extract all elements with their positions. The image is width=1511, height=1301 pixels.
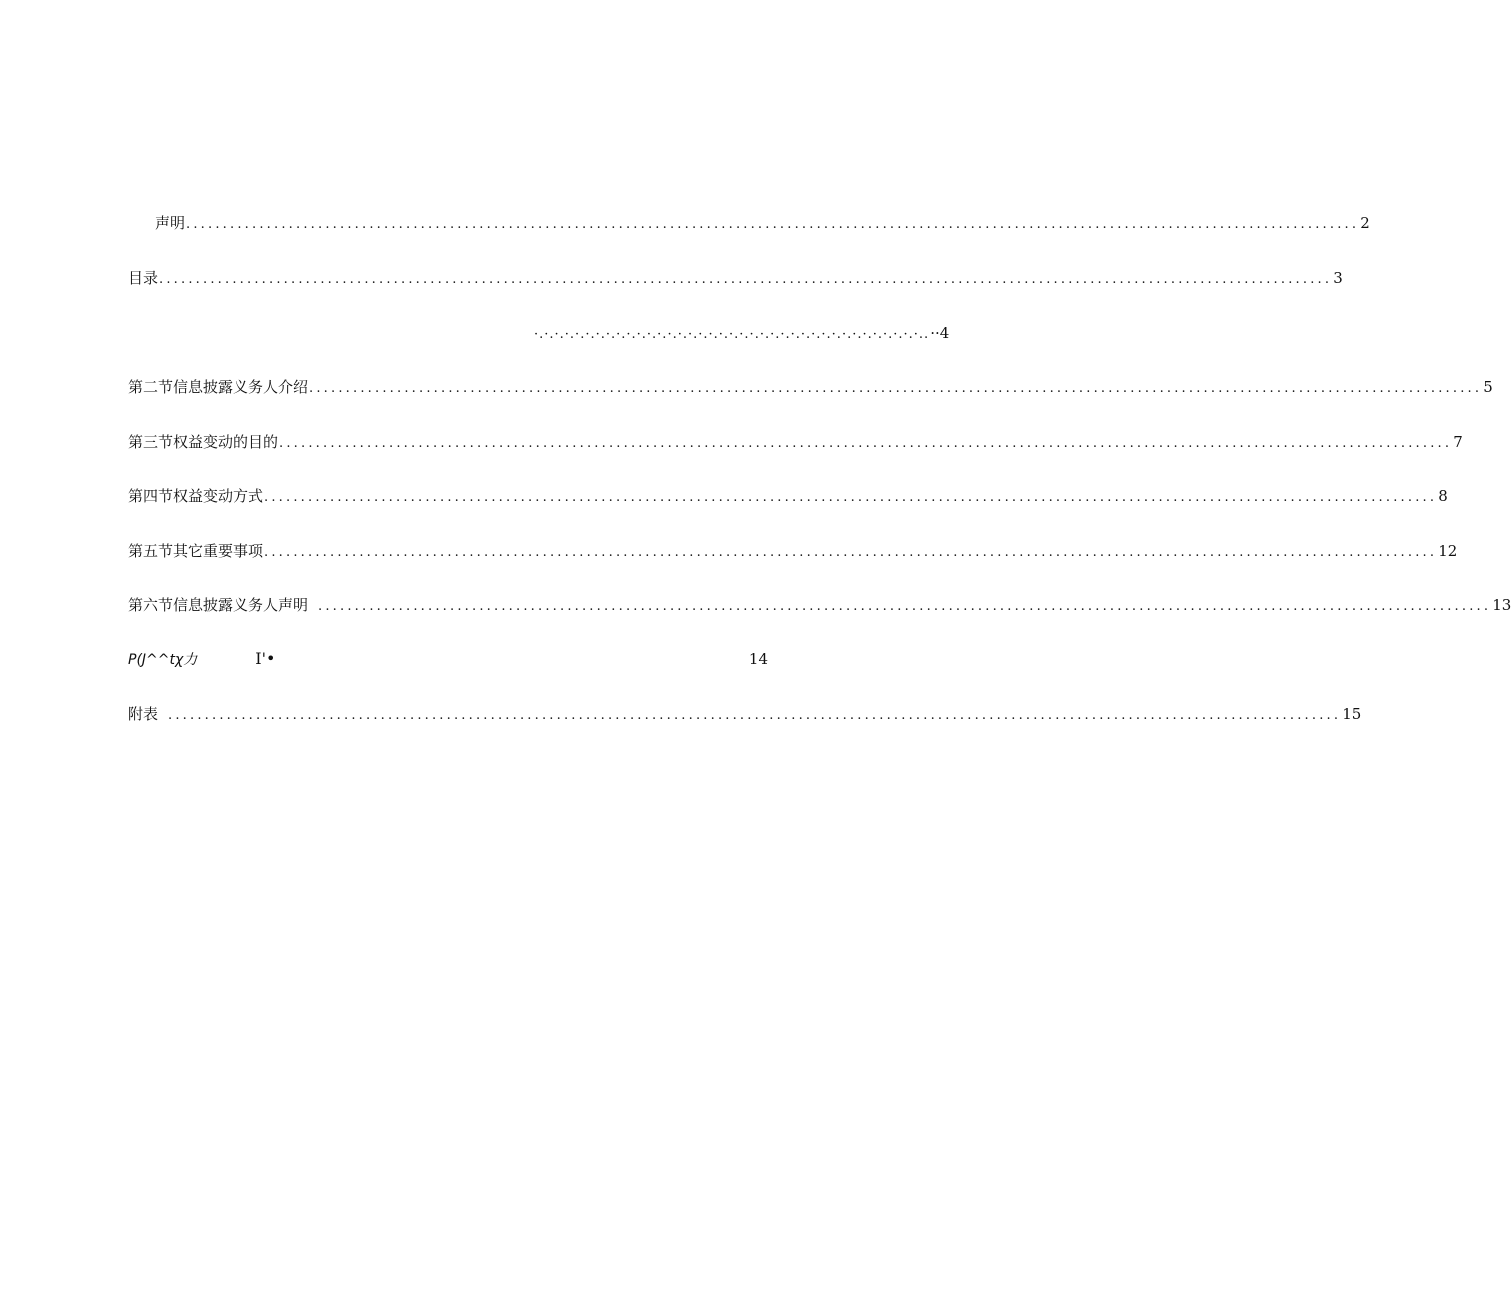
toc-entry-title: 第二节信息披露义务人介绍: [128, 378, 309, 396]
toc-entry-page: 2: [1360, 214, 1370, 232]
toc-entry-page: 15: [1342, 705, 1362, 723]
toc-entry-title: 声明: [155, 214, 186, 232]
toc-entry-page: 8: [1438, 487, 1448, 505]
toc-entry-appendix[interactable]: [128, 702, 1362, 726]
toc-leader-dots: ................................................................................................................................................................: [186, 217, 1360, 232]
toc-entry-section-three[interactable]: [128, 430, 1463, 454]
toc-entry-page: ··4: [930, 324, 950, 342]
toc-entry-mark: I'•: [255, 649, 276, 668]
toc-leader-dots: ................................................................................................................................................................: [279, 436, 1453, 451]
toc-leader-dots: ................................................................................................................................................................: [264, 490, 1438, 505]
toc-entry-page: 12: [1438, 542, 1458, 560]
toc-entry-page: 14: [748, 650, 768, 668]
toc-entry-section-four[interactable]: [128, 484, 1448, 508]
toc-entry-title: P(J^^tχ力: [128, 652, 198, 668]
toc-entry-section-one[interactable]: [533, 321, 950, 345]
toc-leader-dots: ................................................................................................................................................................: [159, 272, 1333, 287]
toc-entry-title: 目录: [128, 269, 159, 287]
toc-entry-title: 附表: [128, 705, 159, 723]
toc-entry-section-two[interactable]: [128, 375, 1493, 399]
toc-entry-page: 7: [1453, 433, 1463, 451]
toc-entry-contents[interactable]: [128, 266, 1343, 290]
toc-entry-section-six[interactable]: [128, 593, 1511, 617]
toc-entry-section-five[interactable]: [128, 539, 1458, 563]
toc-entry-title: 第三节权益变动的目的: [128, 433, 279, 451]
toc-entry-page: 5: [1483, 378, 1493, 396]
toc-entry-section-seven[interactable]: [128, 647, 768, 671]
toc-entry-title: 第五节其它重要事项: [128, 542, 264, 560]
toc-entry-page: 3: [1333, 269, 1343, 287]
toc-entry-title: 第六节信息披露义务人声明: [128, 596, 309, 614]
toc-leader-dots: ................................................................................................................................................................: [318, 599, 1492, 614]
toc-leader-dots: ................................................................................................................................................................: [264, 545, 1438, 560]
toc-leader-dots: ................................................................................................................................................................: [309, 381, 1483, 396]
toc-leader-dots: ·.·.·.·.·.·.·.·.·.·.·.·.·.·.·.·.·.·.·.·.·.·.·.·.·.·.·.·.·.·.·.·.·.·.·.·.·.·..: [534, 327, 930, 342]
toc-entry-title: 第四节权益变动方式: [128, 487, 264, 505]
toc-entry-statement[interactable]: [155, 211, 1370, 235]
toc-entry-page: 13: [1492, 596, 1511, 614]
toc-leader-dots: ................................................................................................................................................................: [168, 708, 1342, 723]
